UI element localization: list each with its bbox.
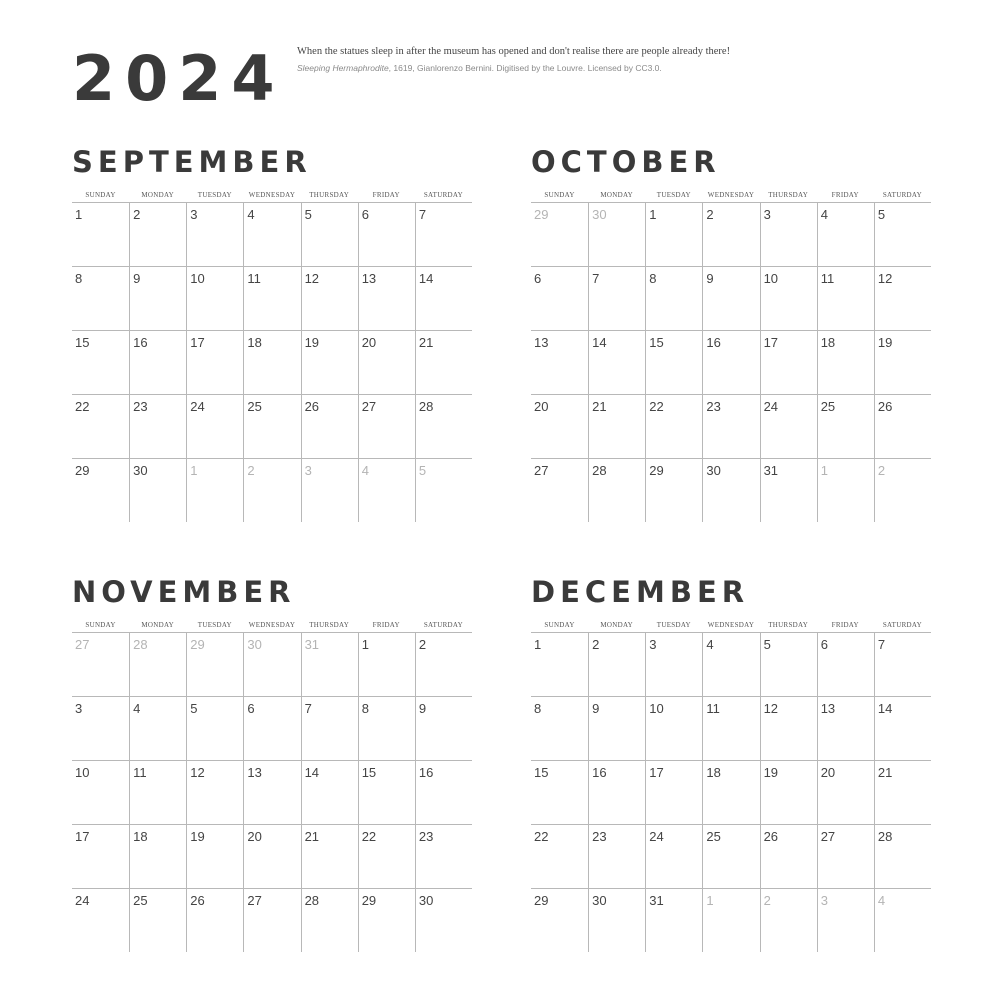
day-cell: 30 [243,632,300,696]
year-title: 2024 [72,42,285,115]
day-cell: 2 [415,632,472,696]
day-cell: 19 [186,824,243,888]
day-cell: 18 [243,330,300,394]
day-cell: 28 [415,394,472,458]
day-cell: 3 [301,458,358,522]
day-cell: 29 [186,632,243,696]
month-name: DECEMBER [531,575,750,609]
day-cell: 7 [301,696,358,760]
weekday-label: SATURDAY [882,621,922,629]
day-cell: 7 [415,202,472,266]
day-cell: 28 [301,888,358,952]
day-cell: 2 [760,888,817,952]
day-cell: 16 [588,760,645,824]
day-cell: 26 [874,394,931,458]
weekday-label: TUESDAY [656,191,691,199]
caption [297,45,987,75]
day-cell: 4 [129,696,186,760]
weekday-label: MONDAY [141,191,175,199]
day-cell: 13 [817,696,874,760]
weekday-label: WEDNESDAY [707,191,755,199]
day-cell: 2 [588,632,645,696]
day-cell: 20 [531,394,588,458]
day-cell: 5 [874,202,931,266]
weekday-label: WEDNESDAY [248,191,296,199]
day-cell: 25 [129,888,186,952]
weekday-label: SUNDAY [544,621,575,629]
day-cell: 14 [874,696,931,760]
day-cell: 31 [301,632,358,696]
month-name: NOVEMBER [72,575,296,609]
day-cell: 10 [760,266,817,330]
day-cell: 11 [243,266,300,330]
weekday-label: THURSDAY [768,191,809,199]
weekday-label: MONDAY [600,621,634,629]
month-december [531,574,931,952]
day-cell: 19 [760,760,817,824]
weekday-label: SATURDAY [882,191,922,199]
day-cell: 29 [531,202,588,266]
day-cell: 28 [129,632,186,696]
day-cell: 25 [702,824,759,888]
day-cell: 6 [358,202,415,266]
day-cell: 4 [817,202,874,266]
day-cell: 2 [874,458,931,522]
weekday-label: SATURDAY [423,621,463,629]
day-cell: 4 [243,202,300,266]
day-cell: 1 [817,458,874,522]
caption-quote: When the statues sleep in after the museum has opened and don't realise there are people already there! [297,46,731,57]
day-cell: 6 [817,632,874,696]
day-cell: 29 [72,458,129,522]
day-cell: 31 [645,888,702,952]
day-cell: 1 [531,632,588,696]
day-cell: 28 [588,458,645,522]
day-cell: 16 [702,330,759,394]
day-cell: 3 [72,696,129,760]
day-cell: 20 [243,824,300,888]
day-cell: 30 [702,458,759,522]
day-cell: 1 [645,202,702,266]
day-cell: 30 [588,888,645,952]
day-cell: 5 [301,202,358,266]
day-cell: 3 [186,202,243,266]
day-cell: 20 [358,330,415,394]
day-cell: 2 [129,202,186,266]
month-name: OCTOBER [531,145,721,179]
day-cell: 2 [702,202,759,266]
day-cell: 26 [186,888,243,952]
weekday-label: WEDNESDAY [248,621,296,629]
day-grid [72,632,472,952]
day-cell: 20 [817,760,874,824]
day-cell: 19 [301,330,358,394]
day-cell: 31 [760,458,817,522]
day-cell: 22 [358,824,415,888]
weekday-header [72,618,472,632]
day-cell: 10 [72,760,129,824]
day-cell: 3 [817,888,874,952]
month-september [72,144,472,522]
day-cell: 24 [645,824,702,888]
day-cell: 27 [72,632,129,696]
day-cell: 16 [129,330,186,394]
weekday-label: TUESDAY [656,621,691,629]
day-cell: 4 [702,632,759,696]
day-cell: 26 [760,824,817,888]
day-cell: 17 [645,760,702,824]
day-cell: 25 [243,394,300,458]
day-cell: 1 [358,632,415,696]
day-cell: 14 [588,330,645,394]
day-cell: 24 [72,888,129,952]
day-cell: 11 [702,696,759,760]
day-cell: 18 [817,330,874,394]
day-cell: 15 [72,330,129,394]
day-cell: 28 [874,824,931,888]
day-cell: 16 [415,760,472,824]
day-cell: 22 [645,394,702,458]
day-cell: 23 [702,394,759,458]
day-cell: 29 [645,458,702,522]
month-name: SEPTEMBER [72,145,312,179]
day-cell: 12 [186,760,243,824]
day-cell: 30 [129,458,186,522]
weekday-label: FRIDAY [831,191,859,199]
day-cell: 9 [702,266,759,330]
day-cell: 13 [531,330,588,394]
day-cell: 13 [243,760,300,824]
day-grid [72,202,472,522]
day-cell: 29 [531,888,588,952]
day-cell: 8 [531,696,588,760]
day-cell: 5 [186,696,243,760]
day-cell: 27 [531,458,588,522]
weekday-label: FRIDAY [831,621,859,629]
day-cell: 30 [588,202,645,266]
weekday-label: TUESDAY [197,191,232,199]
day-cell: 9 [415,696,472,760]
day-cell: 17 [760,330,817,394]
day-cell: 29 [358,888,415,952]
day-cell: 5 [760,632,817,696]
day-cell: 25 [817,394,874,458]
day-cell: 18 [129,824,186,888]
day-cell: 3 [645,632,702,696]
weekday-label: SUNDAY [85,621,116,629]
day-cell: 30 [415,888,472,952]
day-cell: 8 [645,266,702,330]
day-cell: 21 [301,824,358,888]
day-cell: 1 [186,458,243,522]
day-cell: 27 [243,888,300,952]
day-cell: 23 [129,394,186,458]
weekday-label: SUNDAY [85,191,116,199]
day-cell: 11 [129,760,186,824]
day-cell: 9 [588,696,645,760]
weekday-label: SUNDAY [544,191,575,199]
day-cell: 3 [760,202,817,266]
day-cell: 1 [72,202,129,266]
weekday-header [531,188,931,202]
day-cell: 24 [760,394,817,458]
weekday-label: THURSDAY [768,621,809,629]
day-cell: 22 [531,824,588,888]
day-cell: 27 [817,824,874,888]
day-grid [531,632,931,952]
weekday-header [531,618,931,632]
day-cell: 4 [358,458,415,522]
day-cell: 4 [874,888,931,952]
day-cell: 2 [243,458,300,522]
day-cell: 27 [358,394,415,458]
day-cell: 17 [72,824,129,888]
weekday-label: THURSDAY [309,621,350,629]
day-cell: 14 [301,760,358,824]
day-cell: 5 [415,458,472,522]
day-cell: 7 [874,632,931,696]
day-cell: 21 [874,760,931,824]
credit-text: , 1619, Gianlorenzo Bernini. Digitised by the Louvre. Licensed by CC3.0. [388,63,662,73]
day-cell: 15 [645,330,702,394]
day-cell: 21 [588,394,645,458]
day-cell: 12 [874,266,931,330]
day-cell: 6 [243,696,300,760]
day-cell: 9 [129,266,186,330]
weekday-label: THURSDAY [309,191,350,199]
day-grid [531,202,931,522]
caption-credit [297,62,987,75]
day-cell: 10 [186,266,243,330]
weekday-label: SATURDAY [423,191,463,199]
day-cell: 8 [358,696,415,760]
day-cell: 17 [186,330,243,394]
weekday-header [72,188,472,202]
weekday-label: FRIDAY [372,621,400,629]
day-cell: 15 [531,760,588,824]
day-cell: 7 [588,266,645,330]
day-cell: 13 [358,266,415,330]
day-cell: 19 [874,330,931,394]
day-cell: 12 [301,266,358,330]
day-cell: 15 [358,760,415,824]
day-cell: 22 [72,394,129,458]
weekday-label: FRIDAY [372,191,400,199]
day-cell: 1 [702,888,759,952]
month-october [531,144,931,522]
day-cell: 6 [531,266,588,330]
day-cell: 23 [588,824,645,888]
day-cell: 14 [415,266,472,330]
weekday-label: MONDAY [141,621,175,629]
day-cell: 23 [415,824,472,888]
weekday-label: WEDNESDAY [707,621,755,629]
artwork-title: Sleeping Hermaphrodite [297,63,389,73]
month-november [72,574,472,952]
day-cell: 24 [186,394,243,458]
day-cell: 10 [645,696,702,760]
day-cell: 8 [72,266,129,330]
day-cell: 11 [817,266,874,330]
day-cell: 26 [301,394,358,458]
weekday-label: TUESDAY [197,621,232,629]
day-cell: 21 [415,330,472,394]
day-cell: 18 [702,760,759,824]
day-cell: 12 [760,696,817,760]
weekday-label: MONDAY [600,191,634,199]
